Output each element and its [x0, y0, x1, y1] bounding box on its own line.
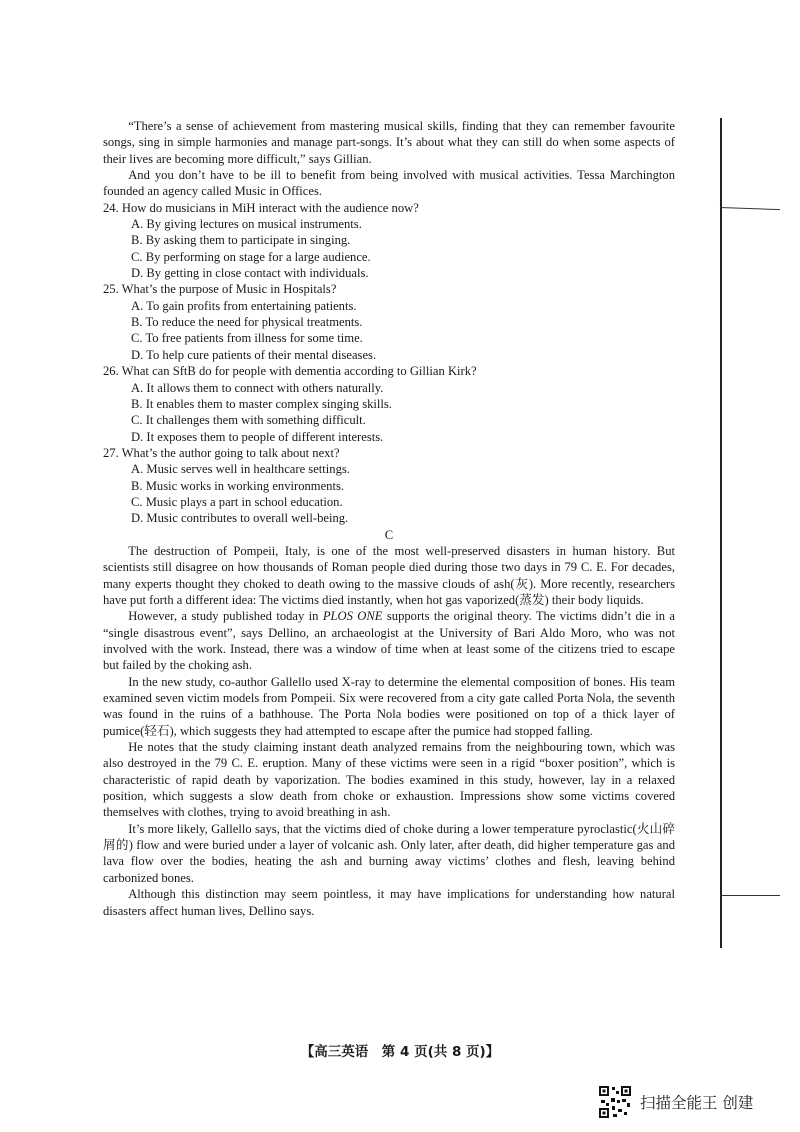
question-24 — [103, 200, 675, 282]
question-stem: 24. How do musicians in MiH interact with the audience now? — [103, 200, 419, 215]
option: A. To gain profits from entertaining patients. — [131, 298, 357, 313]
qr-code-icon — [598, 1085, 632, 1119]
option: B. By asking them to participate in singing. — [131, 233, 351, 248]
option: D. By getting in close contact with individuals. — [131, 266, 369, 281]
question-stem: 27. What’s the author going to talk about next? — [103, 445, 340, 460]
text-run: supports the original theory. The victims didn’t die in a “single disastrous event”, says Dellino, an archaeologist at the University of Bari Aldo Moro, who was not involved with the work. Instead, there was a window of time when at least some of the citizens tried to escape but failed by the choking ash. — [103, 609, 675, 673]
option: D. Music contributes to overall well-being. — [131, 511, 349, 526]
option: B. Music works in working environments. — [131, 478, 345, 493]
page-footer: 【高三英语 第 4 页(共 8 页)】 — [300, 1044, 500, 1060]
paragraph: He notes that the study claiming instant death analyzed remains from the neighbouring town, which was also destroyed in the 79 C. E. eruption. Many of these victims were seen in a rigid “boxer position”, which is characteristic of rapid death by vaporization. The bodies examined in this study, however, lay in a relaxed position, which suggests a slow death from choke or exhaustion. Impressions show some victims covered themselves with clothes, trying to avoid breathing in ash. — [103, 740, 675, 820]
section-heading: C — [384, 527, 394, 542]
paragraph: The destruction of Pompeii, Italy, is one of the most well-preserved disasters in human history. But scientists still disagree on how thousands of Roman people died during those two days in 79 C. E. For decades, many experts thought they choked to death owing to the massive clouds of ash(灰). More recently, researchers have put forth a different idea: The victims died instantly, when hot gas vaporized(蒸发) their body liquids. — [103, 543, 675, 607]
option: A. By giving lectures on musical instruments. — [131, 217, 362, 232]
option: A. It allows them to connect with others naturally. — [131, 380, 384, 395]
paragraph — [103, 608, 675, 673]
margin-tick — [720, 207, 780, 210]
paragraph: It’s more likely, Gallello says, that the victims died of choke during a lower temperature pyroclastic(火山碎屑的) flow and were buried under a layer of volcanic ash. Only later, after death, did higher temperature gas and lava flow over the bodies, heating the ash and burning away victims’ clothes and flesh, leaving behind carbonized bones. — [103, 821, 675, 885]
option: B. To reduce the need for physical treatments. — [131, 315, 363, 330]
option: C. By performing on stage for a large audience. — [131, 249, 371, 264]
option: D. To help cure patients of their mental diseases. — [131, 347, 377, 362]
journal-name: PLOS ONE — [322, 609, 383, 624]
binding-margin-line — [720, 118, 722, 948]
question-25 — [103, 281, 675, 363]
text-run: However, a study published today in — [128, 609, 323, 624]
option: C. It challenges them with something difficult. — [131, 413, 366, 428]
paragraph: “There’s a sense of achievement from mastering musical skills, finding that they can remember favourite songs, sing in simple harmonies and manage part-songs. It’s about what they can still do when some aspects of their lives are becoming more difficult,” says Gillian. — [103, 119, 675, 166]
question-26 — [103, 363, 675, 445]
option: C. Music plays a part in school education. — [131, 494, 343, 509]
watermark-text: 扫描全能王 创建 — [640, 1094, 754, 1112]
paragraph: In the new study, co-author Gallello used X-ray to determine the elemental composition of bones. His team examined seven victim models from Pompeii. Six were recovered from a city gate called Porta Nola, the seventh was found in the ruins of a bathhouse. The Porta Nola bodies were positioned on top of a thick layer of pumice(轻石), which suggests they had attempted to escape after the pumice had stopped falling. — [103, 674, 675, 738]
option: D. It exposes them to people of different interests. — [131, 429, 384, 444]
question-stem: 25. What’s the purpose of Music in Hospitals? — [103, 282, 337, 297]
option: C. To free patients from illness for some time. — [131, 331, 363, 346]
paragraph: Although this distinction may seem pointless, it may have implications for understanding how natural disasters affect human lives, Dellino says. — [103, 887, 675, 918]
question-27 — [103, 445, 675, 527]
option: A. Music serves well in healthcare settings. — [131, 462, 350, 477]
margin-tick — [720, 895, 780, 896]
question-stem: 26. What can SftB do for people with dementia according to Gillian Kirk? — [103, 364, 477, 379]
exam-page-content — [103, 118, 675, 919]
option: B. It enables them to master complex singing skills. — [131, 396, 392, 411]
scanner-watermark — [598, 1082, 753, 1122]
paragraph: And you don’t have to be ill to benefit from being involved with musical activities. Tessa Marchington founded an agency called Music in Offices. — [103, 168, 675, 199]
